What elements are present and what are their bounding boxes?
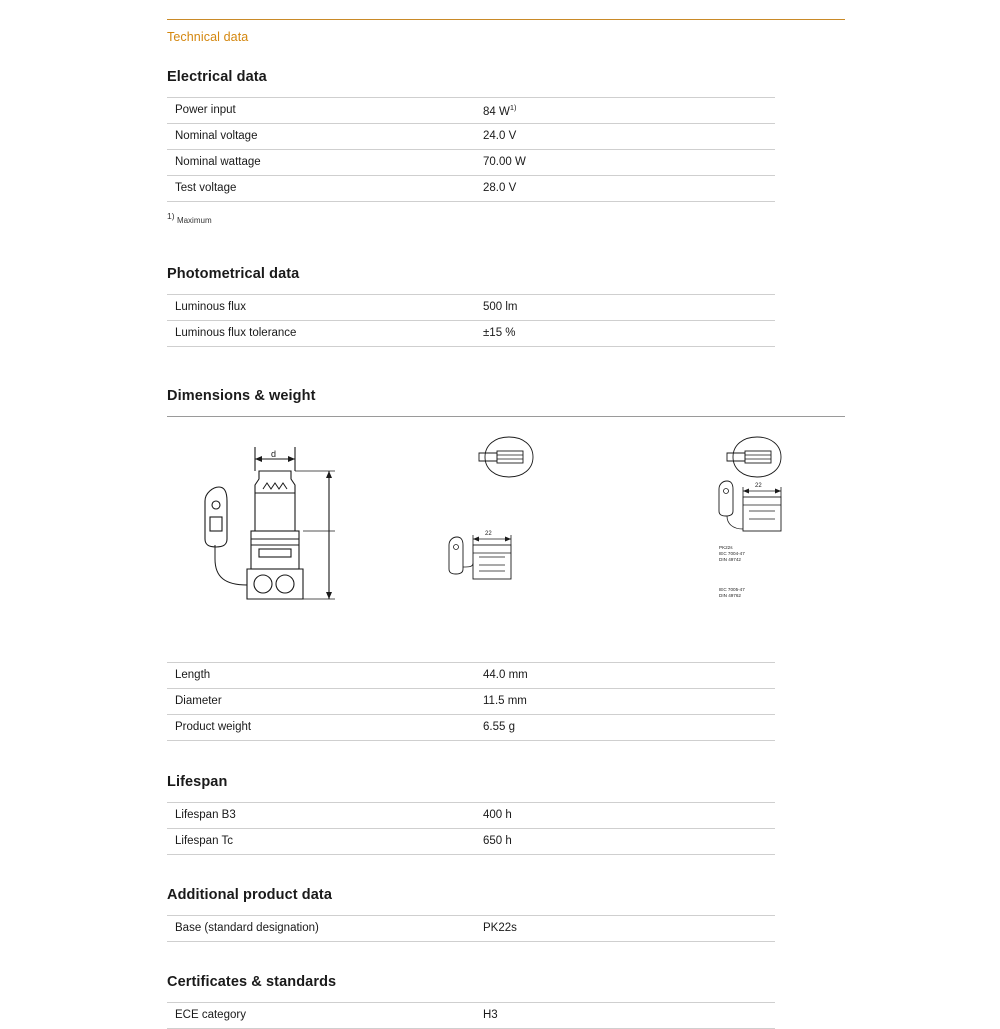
row-value: PK22s [475, 915, 775, 941]
table-row [167, 688, 775, 714]
footnote-text: Maximum [176, 215, 212, 225]
standard-label: IEC 7004-47 [719, 550, 745, 556]
standard-label: DIN 49742 [719, 556, 741, 562]
footnote-electrical [167, 211, 845, 225]
row-label: Nominal voltage [167, 124, 475, 150]
row-value [475, 98, 775, 124]
table-row [167, 320, 775, 346]
technical-data-label: Technical data [167, 30, 249, 44]
table-row [167, 98, 775, 124]
row-value: 28.0 V [475, 176, 775, 202]
table-row [167, 1002, 775, 1028]
section-title-additional: Additional product data [167, 886, 333, 903]
section-title-electrical: Electrical data [167, 69, 267, 85]
base-designation-label: PK22s [719, 544, 733, 550]
table-row [167, 828, 775, 854]
table-row [167, 662, 775, 688]
row-value: 11.5 mm [475, 688, 775, 714]
row-value-superscript: 1) [509, 102, 517, 112]
row-value: 44.0 mm [475, 662, 775, 688]
section-title-photometrical: Photometrical data [167, 265, 300, 282]
section-lifespan [167, 774, 845, 855]
row-label: Base (standard designation) [167, 915, 475, 941]
dimensions-divider [167, 416, 845, 417]
row-label: Luminous flux tolerance [167, 320, 475, 346]
bulb-technical-drawing [167, 427, 845, 652]
table-row [167, 915, 775, 941]
row-label: Product weight [167, 714, 475, 740]
row-value: 400 h [475, 802, 775, 828]
table-row [167, 802, 775, 828]
row-value: ±15 % [475, 320, 775, 346]
table-additional [167, 915, 775, 942]
top-divider [167, 19, 845, 20]
section-additional [167, 887, 845, 942]
section-title-lifespan: Lifespan [167, 773, 228, 790]
table-photometrical [167, 294, 775, 347]
row-label: Lifespan Tc [167, 828, 475, 854]
footnote-mark: 1) [167, 211, 175, 221]
standard-label: IEC 7005-47 [719, 586, 745, 592]
row-value: H3 [475, 1002, 775, 1028]
dim-22-label: 22 [485, 530, 492, 537]
row-label: Nominal wattage [167, 150, 475, 176]
table-row [167, 176, 775, 202]
row-value-text: 84 W [483, 105, 510, 118]
document-content [167, 0, 845, 1029]
section-photometrical [167, 266, 845, 347]
row-label: Power input [167, 98, 475, 124]
table-row [167, 124, 775, 150]
section-certificates [167, 974, 845, 1029]
section-title-certificates: Certificates & standards [167, 973, 337, 990]
row-label: Test voltage [167, 176, 475, 202]
section-dimensions [167, 388, 845, 741]
standard-label: DIN 49762 [719, 592, 741, 598]
dimensions-figure [167, 427, 845, 652]
row-value: 6.55 g [475, 714, 775, 740]
row-label: Luminous flux [167, 294, 475, 320]
row-value: 24.0 V [475, 124, 775, 150]
table-certificates [167, 1002, 775, 1029]
table-row [167, 714, 775, 740]
row-label: Diameter [167, 688, 475, 714]
table-dimensions [167, 662, 775, 741]
table-lifespan [167, 802, 775, 855]
row-label: Lifespan B3 [167, 802, 475, 828]
section-electrical [167, 69, 845, 225]
row-label: Length [167, 662, 475, 688]
row-value: 650 h [475, 828, 775, 854]
dim-22-label-2: 22 [755, 482, 762, 489]
row-value: 500 lm [475, 294, 775, 320]
table-row [167, 150, 775, 176]
row-label: ECE category [167, 1002, 475, 1028]
dim-d-label: d [271, 448, 277, 459]
table-electrical [167, 97, 775, 202]
row-value: 70.00 W [475, 150, 775, 176]
table-row [167, 294, 775, 320]
section-title-dimensions: Dimensions & weight [167, 387, 316, 404]
